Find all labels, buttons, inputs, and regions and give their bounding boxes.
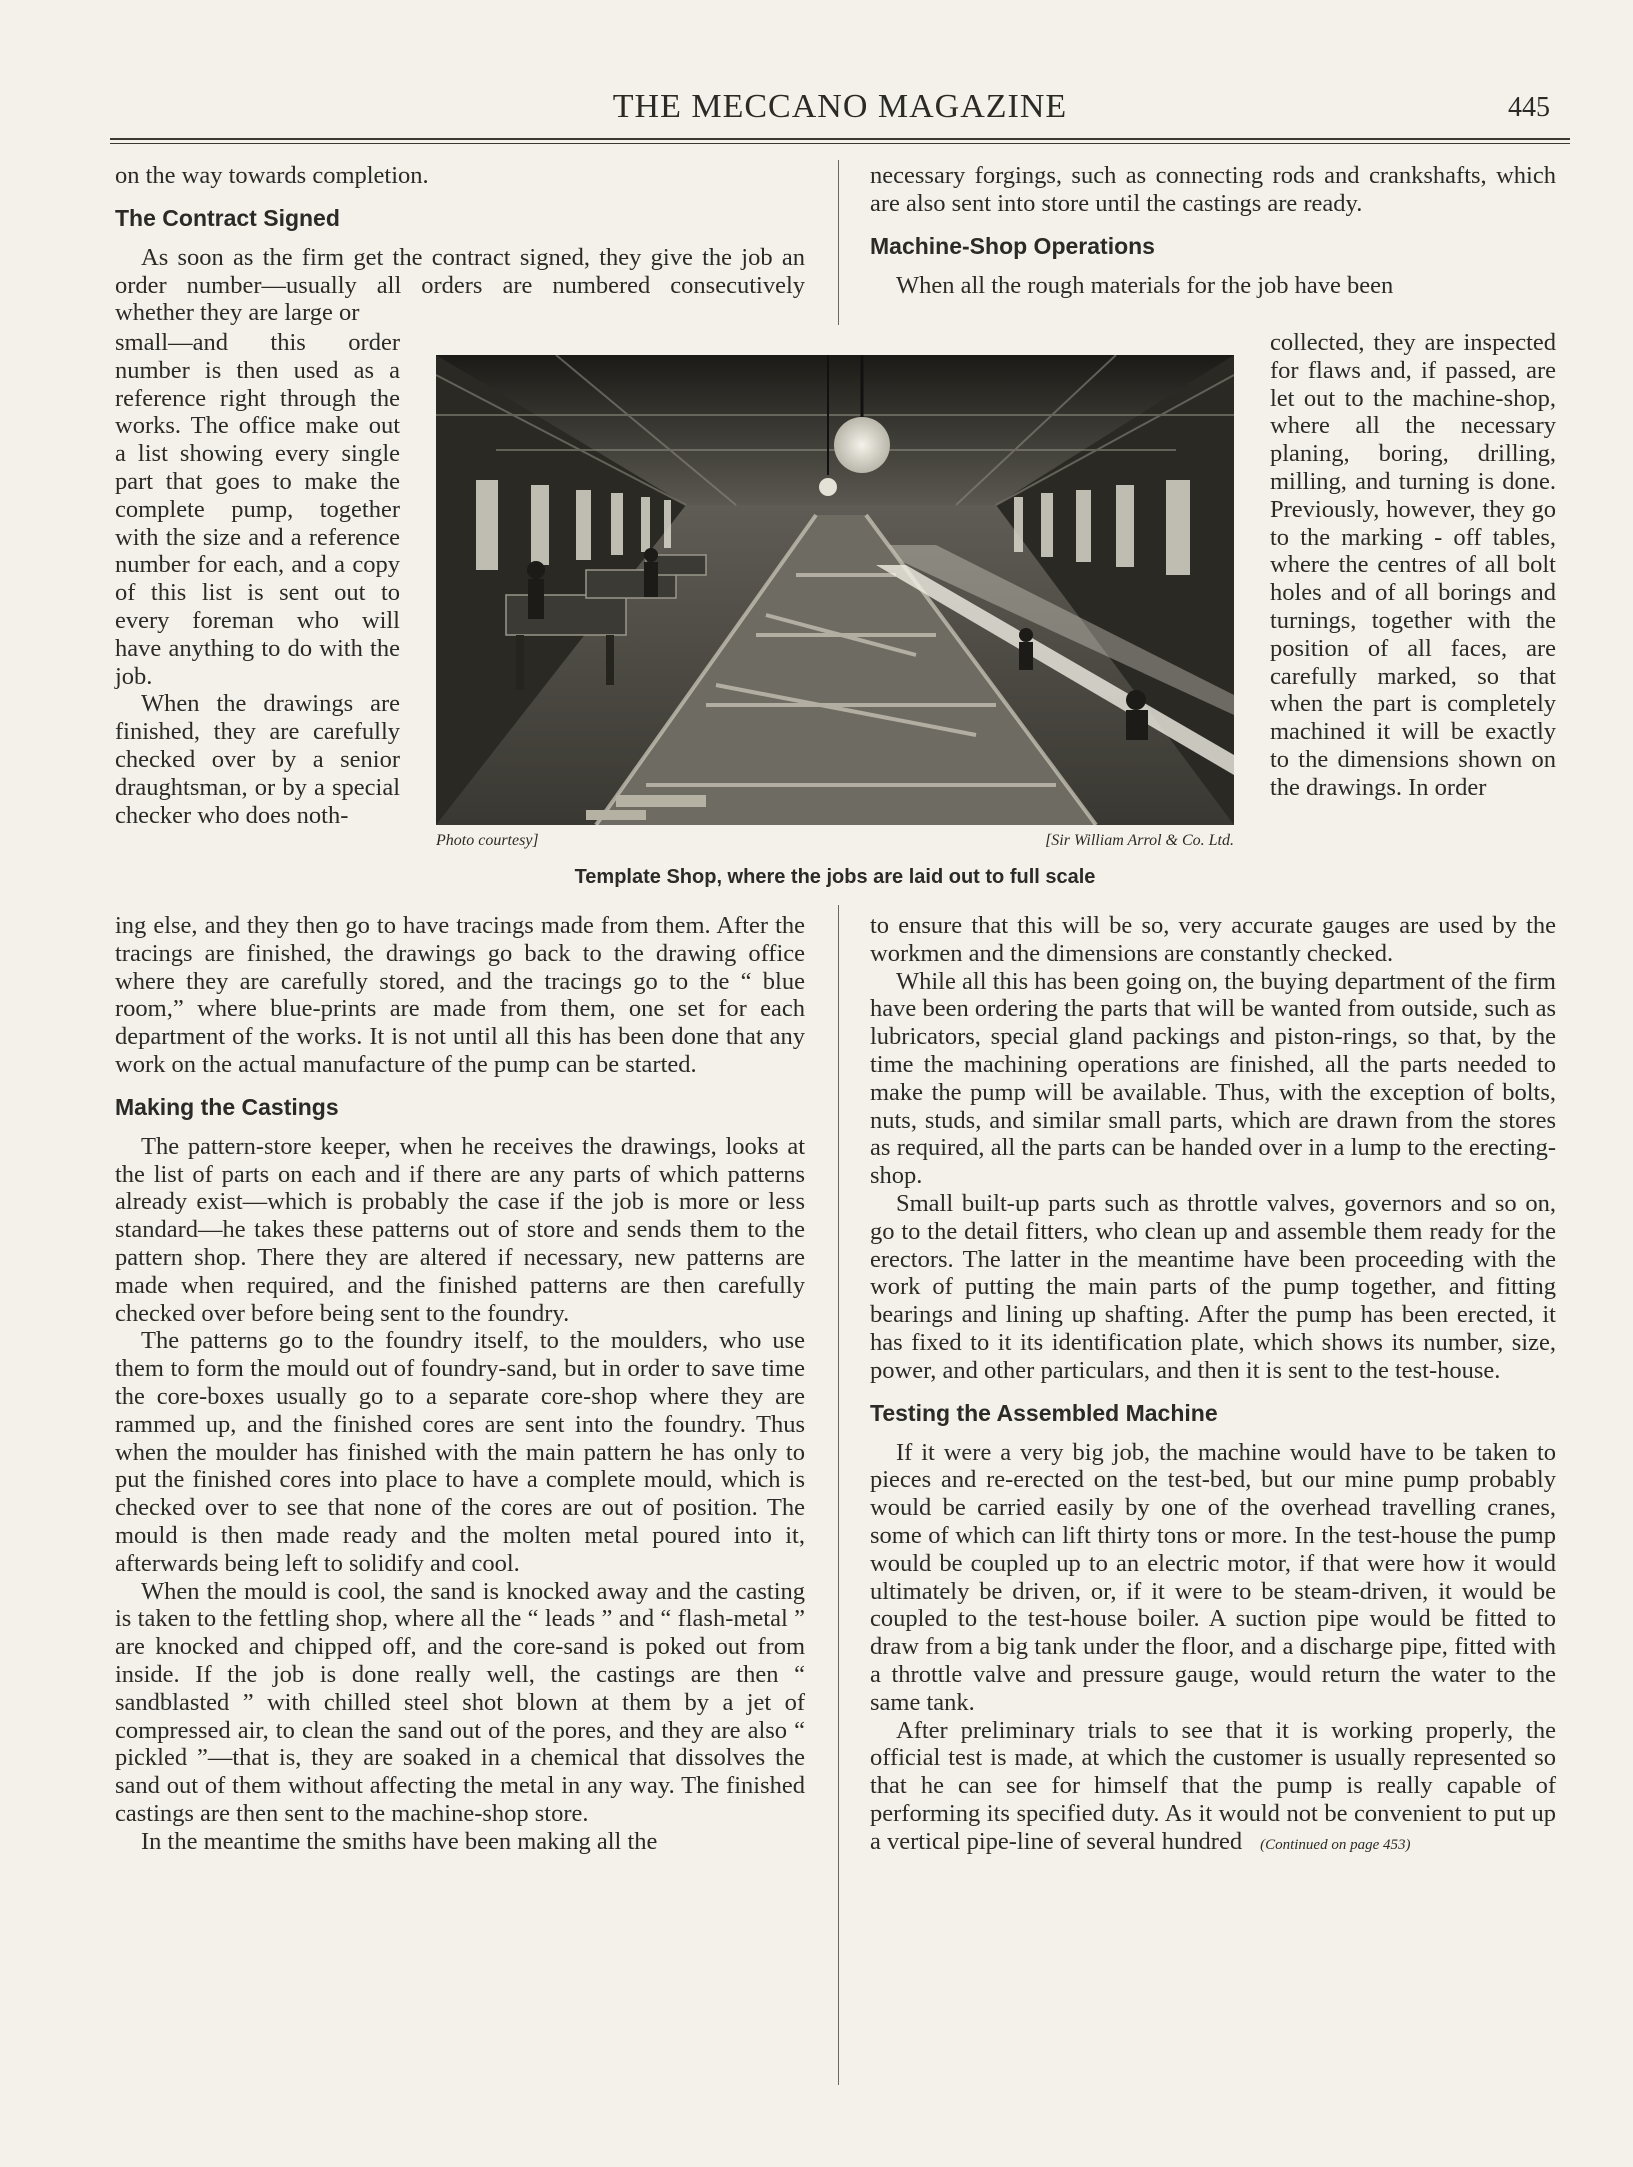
paragraph: collected, they are inspected for flaws and, if passed, are let out to the machine-shop, where all the necessary planing, boring, drilling, milling, and turning is done. Previously, however, they go to the marking - off tables, where the centres of all bolt holes and of all borings and turnings, together with the position of all faces, are carefully marked, so that when the part is completely machined it will be exactly to the dimensions shown on the drawings. In order: [1270, 329, 1556, 801]
paragraph: When the drawings are finished, they are carefully checked over by a senior draughtsman, or by a special checker who does noth-: [115, 690, 400, 829]
section-heading-testing: Testing the Assembled Machine: [870, 1399, 1218, 1426]
paragraph: If it were a very big job, the machine would have to be taken to pieces and re-erected on the test-bed, but our mine pump probably would be carried easily by one of the overhead travelling cranes, some of which can lift thirty tons or more. In the test-house the pump would be coupled up to an electric motor, if that were how it would ultimately be driven, or, if it were to be steam-driven, it would be coupled to the test-house boiler. A suction pipe would be fitted to draw from a big tank under the floor, and a discharge pipe, fitted with a throttle valve and pressure gauge, would return the water to the same tank.: [870, 1438, 1556, 1716]
section-heading-machine-shop: Machine-Shop Operations: [870, 232, 1155, 259]
paragraph: small—and this order number is then used as a reference right through the works. The office make out a list showing every single part that goes to make the complete pump, together with the size and a reference number for each, and a copy of this list is sent out to every foreman who will have anything to do with the job.: [115, 329, 400, 690]
paragraph: necessary forgings, such as connecting rods and crankshafts, which are also sent into store until the castings are ready.: [870, 162, 1556, 217]
section-heading-contract: The Contract Signed: [115, 204, 340, 231]
column-divider-top: [838, 160, 839, 325]
paragraph: on the way towards completion.: [115, 162, 429, 189]
paragraph: [870, 1717, 1556, 1860]
paragraph: Small built-up parts such as throttle valves, governors and so on, go to the detail fitters, who clean up and assemble them ready for the erectors. The latter in the meantime have been proceeding with the work of putting the main parts of the pump together, and fitting bearings and lining up shafting. After the pump has been erected, it has fixed to it its identification plate, which shows its number, size, power, and other particulars, and then it is sent to the test-house.: [870, 1189, 1556, 1384]
paragraph: When the mould is cool, the sand is knocked away and the casting is taken to the fettling shop, where all the “ leads ” and “ flash-metal ” are knocked and chipped off, and the core-sand is poked out from inside. If the job is done really well, the castings are then “ sandblasted ” with chilled steel shot blown at them by a jet of compressed air, to clean the sand out of the pores, and they are also “ pickled ”—that is, they are soaked in a chemical that dissolves the sand out of them without affecting the metal in any way. The finished castings are then sent to the machine-shop store.: [115, 1577, 805, 1827]
paragraph: The patterns go to the foundry itself, to the moulders, who use them to form the mould out of foundry-sand, but in order to save time the core-boxes usually go to a separate core-shop where they are rammed up, and the finished cores are sent into the foundry. Thus when the moulder has finished with the main pattern he has only to put the finished cores into place to have a complete mould, which is checked over to see that none of the cores are out of position. The mould is then made ready and the molten metal poured into it, afterwards being left to solidify and cool.: [115, 1327, 805, 1577]
paragraph: The pattern-store keeper, when he receives the drawings, looks at the list of parts on each and if there are any parts of which patterns already exist—which is probably the case if the job is more or less standard—he takes these patterns out of store and sends them to the pattern shop. There they are altered if necessary, new patterns are made when required, and the finished patterns are then carefully checked over before being sent to the foundry.: [115, 1132, 805, 1327]
left-column-bottom: [115, 912, 805, 1856]
magazine-title: THE MECCANO MAGAZINE: [612, 88, 1068, 125]
left-column-top: [115, 162, 805, 327]
paragraph: ing else, and they then go to have tracings made from them. After the tracings are finished, the drawings go back to the drawing office where they are carefully stored, and the tracings go to the “ blue room,” where blue-prints are made from them, one set for each department of the works. It is not until all this has been done that any work on the actual manufacture of the pump can be started.: [115, 912, 805, 1078]
photo-credit-right: [Sir William Arrol & Co. Ltd.: [1045, 832, 1234, 849]
paragraph: As soon as the firm get the contract signed, they give the job an order number—usually all orders are numbered consecutively whether they are large or: [115, 243, 805, 327]
paragraph: to ensure that this will be so, very accurate gauges are used by the workmen and the dimensions are constantly checked.: [870, 912, 1556, 967]
column-divider-bottom: [838, 905, 839, 2085]
paragraph: While all this has been going on, the buying department of the firm have been ordering the parts that will be wanted from outside, such as lubricators, special gland packings and piston-rings, so that, by the time the machining operations are finished, all the parts needed to make the pump will be available. Thus, with the exception of bolts, nuts, studs, and similar small parts, which are drawn from the stores as required, all the parts can be handed over in a lump to the erecting-shop.: [870, 967, 1556, 1190]
workshop-photo-illustration: [436, 355, 1234, 825]
right-column-narrow: [1270, 329, 1556, 802]
page-header: [110, 88, 1570, 134]
continued-note: (Continued on page 453): [1260, 1836, 1411, 1853]
photo-credit-left: Photo courtesy]: [436, 832, 539, 849]
right-column-top: [870, 162, 1556, 299]
header-rule: [110, 138, 1570, 140]
paragraph: When all the rough materials for the job have been: [896, 271, 1394, 299]
paragraph: In the meantime the smiths have been making all the: [141, 1827, 658, 1855]
left-column-narrow: [115, 329, 400, 829]
paragraph-text: After preliminary trials to see that it is working properly, the official test is made, at which the customer is usually represented so that he can see for himself that the pump is really capable of performing its specified duty. As it would not be convenient to put up a vertical pipe-line of several hundred: [870, 1716, 1556, 1855]
right-column-bottom: [870, 912, 1556, 1860]
template-shop-photo: [436, 355, 1234, 825]
section-heading-castings: Making the Castings: [115, 1093, 339, 1120]
header-rule-thin: [110, 143, 1570, 144]
page-number: 445: [1508, 92, 1550, 123]
photo-caption: Template Shop, where the jobs are laid out to full scale: [574, 866, 1096, 888]
